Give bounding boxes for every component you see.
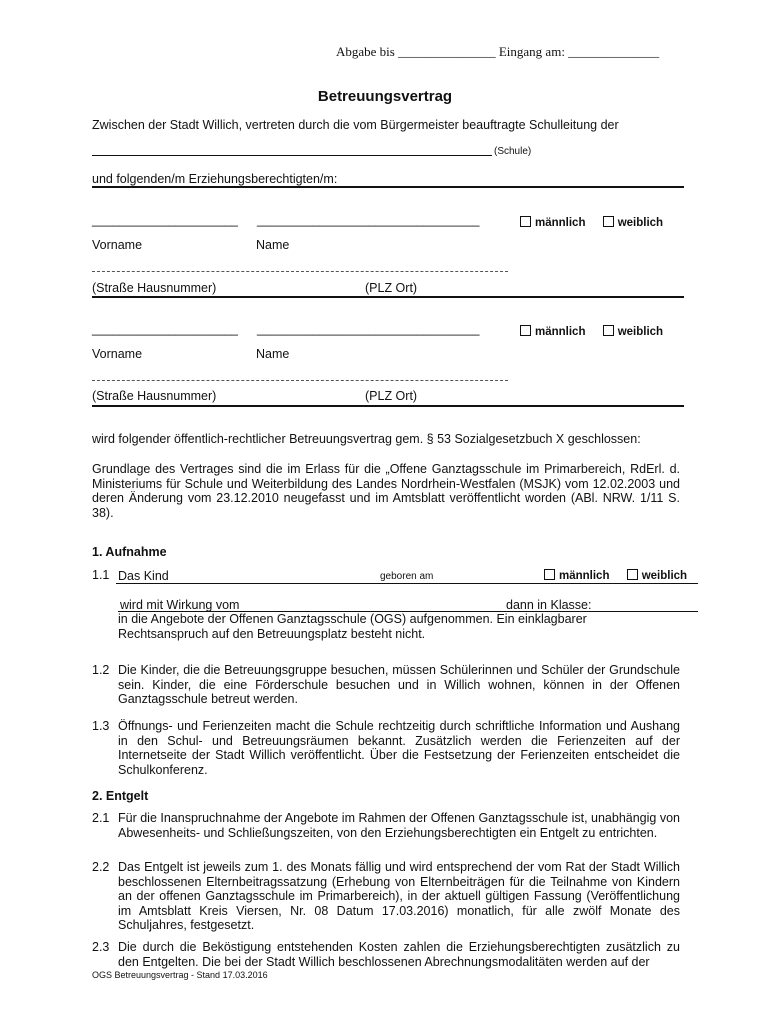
item-number: 1.1	[92, 568, 110, 582]
female-label: weiblich	[617, 326, 664, 338]
label-name: Name	[256, 238, 290, 252]
male-label: männlich	[535, 217, 586, 229]
school-suffix: (Schule)	[494, 146, 532, 157]
item-number: 2.3	[92, 940, 110, 954]
item-2-1	[118, 811, 680, 840]
label-plz: (PLZ Ort)	[365, 281, 418, 295]
item-1-3-text: Öffnungs- und Ferienzeiten macht die Schule rechtzeitig durch schriftliche Information und Aushang in den Schul- und Betreuungsräumen bekannt. Zusätzlich werden die Ferienzeiten auf der Internetseite der Stadt Willich veröffentlicht. Über die Festsetzung der Ferienzeiten entscheidet die Schulkonferenz.	[118, 719, 680, 777]
female-label: weiblich	[641, 570, 688, 582]
item-1-2	[118, 663, 680, 707]
label-strasse: (Straße Hausnummer)	[92, 389, 217, 403]
intro-text: Zwischen der Stadt Willich, vertreten durch die vom Bürgermeister beauftragte Schulleitung der	[92, 118, 619, 132]
item-number: 1.2	[92, 663, 110, 677]
eingang-field: Eingang am: ______________	[498, 44, 660, 59]
item-2-3	[118, 940, 680, 969]
checkbox-icon[interactable]	[544, 569, 555, 580]
label-plz: (PLZ Ort)	[365, 389, 418, 403]
contract-line: wird folgender öffentlich-rechtlicher Betreuungsvertrag gem. § 53 Sozialgesetzbuch X geschlossen:	[92, 432, 641, 446]
child-gender	[544, 569, 687, 582]
checkbox-icon[interactable]	[603, 216, 614, 227]
guardian1-gender	[520, 216, 677, 229]
child-line[interactable]	[116, 583, 698, 584]
basis-text: Grundlage des Vertrages sind die im Erlass für die „Offene Ganztagsschule im Primarbereich, RdErl. d. Ministeriums für Schule und Weiterbildung des Landes Nordrhein-Westfalen (MSJK) vom 12.02.2003 und deren Änderung vom 23.12.2010 neugefasst und im Amtsblatt veröffentlicht worden (ABl. NRW. 1/11 S. 38).	[92, 462, 680, 520]
item-2-2	[118, 860, 680, 933]
guardians-line: und folgenden/m Erziehungsberechtigten/m:	[92, 172, 338, 186]
guardian2-first-blank[interactable]: _____________________	[92, 322, 238, 336]
male-label: männlich	[559, 570, 610, 582]
checkbox-icon[interactable]	[603, 325, 614, 336]
page-footer: OGS Betreuungsvertrag - Stand 17.03.2016	[92, 970, 268, 980]
checkbox-icon[interactable]	[627, 569, 638, 580]
item-number: 1.3	[92, 719, 110, 733]
basis-paragraph	[92, 462, 680, 520]
section1-heading: 1. Aufnahme	[92, 545, 167, 559]
divider	[92, 296, 684, 298]
item-2-2-text: Das Entgelt ist jeweils zum 1. des Monats fällig und wird entsprechend der vom Rat der Stadt Willich beschlossenen Elternbeitragssatzung (Erhebung von Elternbeiträgen für die Teilnahme von Kindern an der offenen Ganztagsschule im Primarbereich), in der aktuell gültigen Fassung (Veröffentlichung im Amtsblatt Kreis Viersen, Nr. 08 Datum 17.03.2016) monatlich, für alle zwölf Monate des Schuljahres, festgesetzt.	[118, 860, 680, 932]
wirkung-label: wird mit Wirkung vom	[120, 598, 240, 612]
checkbox-icon[interactable]	[520, 216, 531, 227]
header-fields	[336, 44, 659, 60]
item-1-3	[118, 719, 680, 777]
female-label: weiblich	[617, 217, 664, 229]
kind-label: Das Kind	[118, 569, 169, 583]
label-vorname: Vorname	[92, 238, 143, 252]
checkbox-icon[interactable]	[520, 325, 531, 336]
section2-heading: 2. Entgelt	[92, 789, 149, 803]
school-line[interactable]	[92, 155, 492, 156]
item-number: 2.1	[92, 811, 110, 825]
item-1-1-text: in die Angebote der Offenen Ganztagsschule (OGS) aufgenommen. Ein einklagbarer Rechtsanspruch auf den Betreuungsplatz besteht nicht.	[118, 612, 587, 641]
item-number: 2.2	[92, 860, 110, 874]
item-2-1-text: Für die Inanspruchnahme der Angebote im Rahmen der Offenen Ganztagsschule ist, unabhängig von Abwesenheits- und Schließungszeiten, von den Erziehungsberechtigten ein Entgelt zu entrichten.	[118, 811, 680, 840]
page-title: Betreuungsvertrag	[317, 88, 453, 105]
item-2-3-text: Die durch die Beköstigung entstehenden Kosten zahlen die Erziehungsberechtigten zusätzlich zu den Entgelten. Die bei der Stadt Willich beschlossenen Abrechnungsmodalitäten werden auf der	[118, 940, 680, 969]
divider	[92, 405, 684, 407]
klasse-label: dann in Klasse:	[506, 598, 592, 612]
guardian2-last-blank[interactable]: ________________________________	[257, 322, 480, 336]
item-1-2-text: Die Kinder, die die Betreuungsgruppe besuchen, müssen Schülerinnen und Schüler der Grundschule sein. Kinder, die eine Förderschule besuchen und in Willich wohnen, können in der Offenen Ganztagsschule betreut werden.	[118, 663, 680, 706]
guardian1-last-blank[interactable]: ________________________________	[257, 213, 480, 227]
male-label: männlich	[535, 326, 586, 338]
guardian1-first-blank[interactable]: _____________________	[92, 213, 238, 227]
label-vorname: Vorname	[92, 347, 143, 361]
label-strasse: (Straße Hausnummer)	[92, 281, 217, 295]
guardian2-gender	[520, 325, 677, 338]
label-name: Name	[256, 347, 290, 361]
divider	[92, 186, 684, 188]
geboren-label: geboren am	[380, 571, 434, 582]
abgabe-field: Abgabe bis _______________	[336, 44, 496, 59]
guardian1-address-line[interactable]	[92, 271, 508, 272]
guardian2-address-line[interactable]	[92, 380, 508, 381]
